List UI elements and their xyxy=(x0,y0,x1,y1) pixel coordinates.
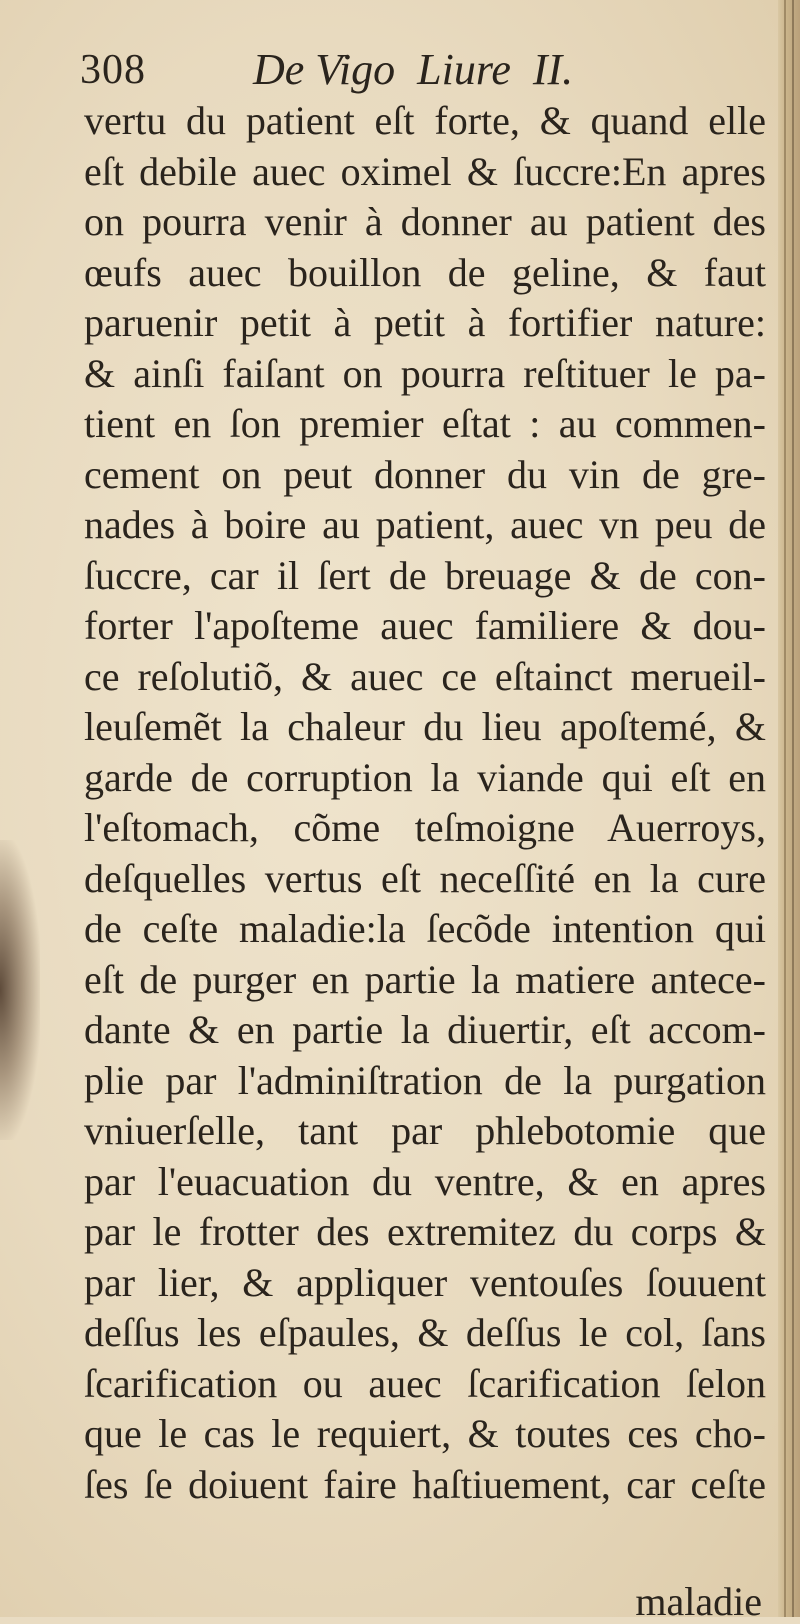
text-line: dante & en partie la diuertir, eſt accom- xyxy=(84,1007,766,1052)
text-line: eſt de purger en partie la matiere antece- xyxy=(84,956,766,1002)
text-line: garde de corruption la viande qui eſt en xyxy=(84,754,766,800)
text-line: vniuerſelle, tant par phlebotomie que xyxy=(84,1108,766,1153)
text-line: ſcarification ou auec ſcarification ſelon xyxy=(84,1360,766,1406)
text-line: cement on peut donner du vin de gre- xyxy=(84,451,766,497)
page-edge-gutter xyxy=(778,0,800,1617)
text-line: de ceſte maladie:la ſecõde intention qui xyxy=(84,906,766,951)
text-line: & ainſi faiſant on pourra reſtituer le pa- xyxy=(84,350,766,396)
text-line: que le cas le requiert, & toutes ces cho- xyxy=(84,1411,766,1456)
text-line: l'eſtomach, cõme teſmoigne Auerroys, xyxy=(84,805,766,850)
running-title: De Vigo Liure II. xyxy=(253,45,574,94)
text-line: œufs auec bouillon de geline, & faut xyxy=(84,249,766,295)
text-line: forter l'apoſteme auec familiere & dou- xyxy=(84,603,766,648)
text-line: paruenir petit à petit à fortifier nature: xyxy=(84,300,766,345)
text-line: vertu du patient eſt forte, & quand elle xyxy=(84,98,766,143)
text-line: deſſus les eſpaules, & deſſus le col, ſans xyxy=(84,1310,766,1355)
page-number: 308 xyxy=(80,47,146,93)
text-line: tient en ſon premier eſtat : au commen- xyxy=(84,401,766,446)
text-line: nades à boire au patient, auec vn peu de xyxy=(84,502,766,547)
page-header xyxy=(80,40,760,100)
text-line: leuſemẽt la chaleur du lieu apoſtemé, & xyxy=(84,704,766,749)
text-line: ſes ſe doiuent faire haſtiuement, car ceſte xyxy=(84,1461,766,1507)
text-line: ſuccre, car il ſert de breuage & de con- xyxy=(84,552,766,598)
page-stain xyxy=(0,840,40,1140)
text-line: eſt debile auec oximel & ſuccre:En apres xyxy=(84,148,766,194)
body-text xyxy=(84,96,766,1510)
text-line: ce reſolutiõ, & auec ce eſtainct merueil- xyxy=(84,653,766,699)
catchword: maladie xyxy=(635,1579,762,1624)
text-line: deſquelles vertus eſt neceſſité en la cure xyxy=(84,855,766,901)
text-line: on pourra venir à donner au patient des xyxy=(84,199,766,244)
text-line: par lier, & appliquer ventouſes ſouuent xyxy=(84,1259,766,1305)
text-line: par le frotter des extremitez du corps & xyxy=(84,1209,766,1254)
text-line: par l'euacuation du ventre, & en apres xyxy=(84,1158,766,1204)
text-line: plie par l'adminiſtration de la purgation xyxy=(84,1057,766,1103)
